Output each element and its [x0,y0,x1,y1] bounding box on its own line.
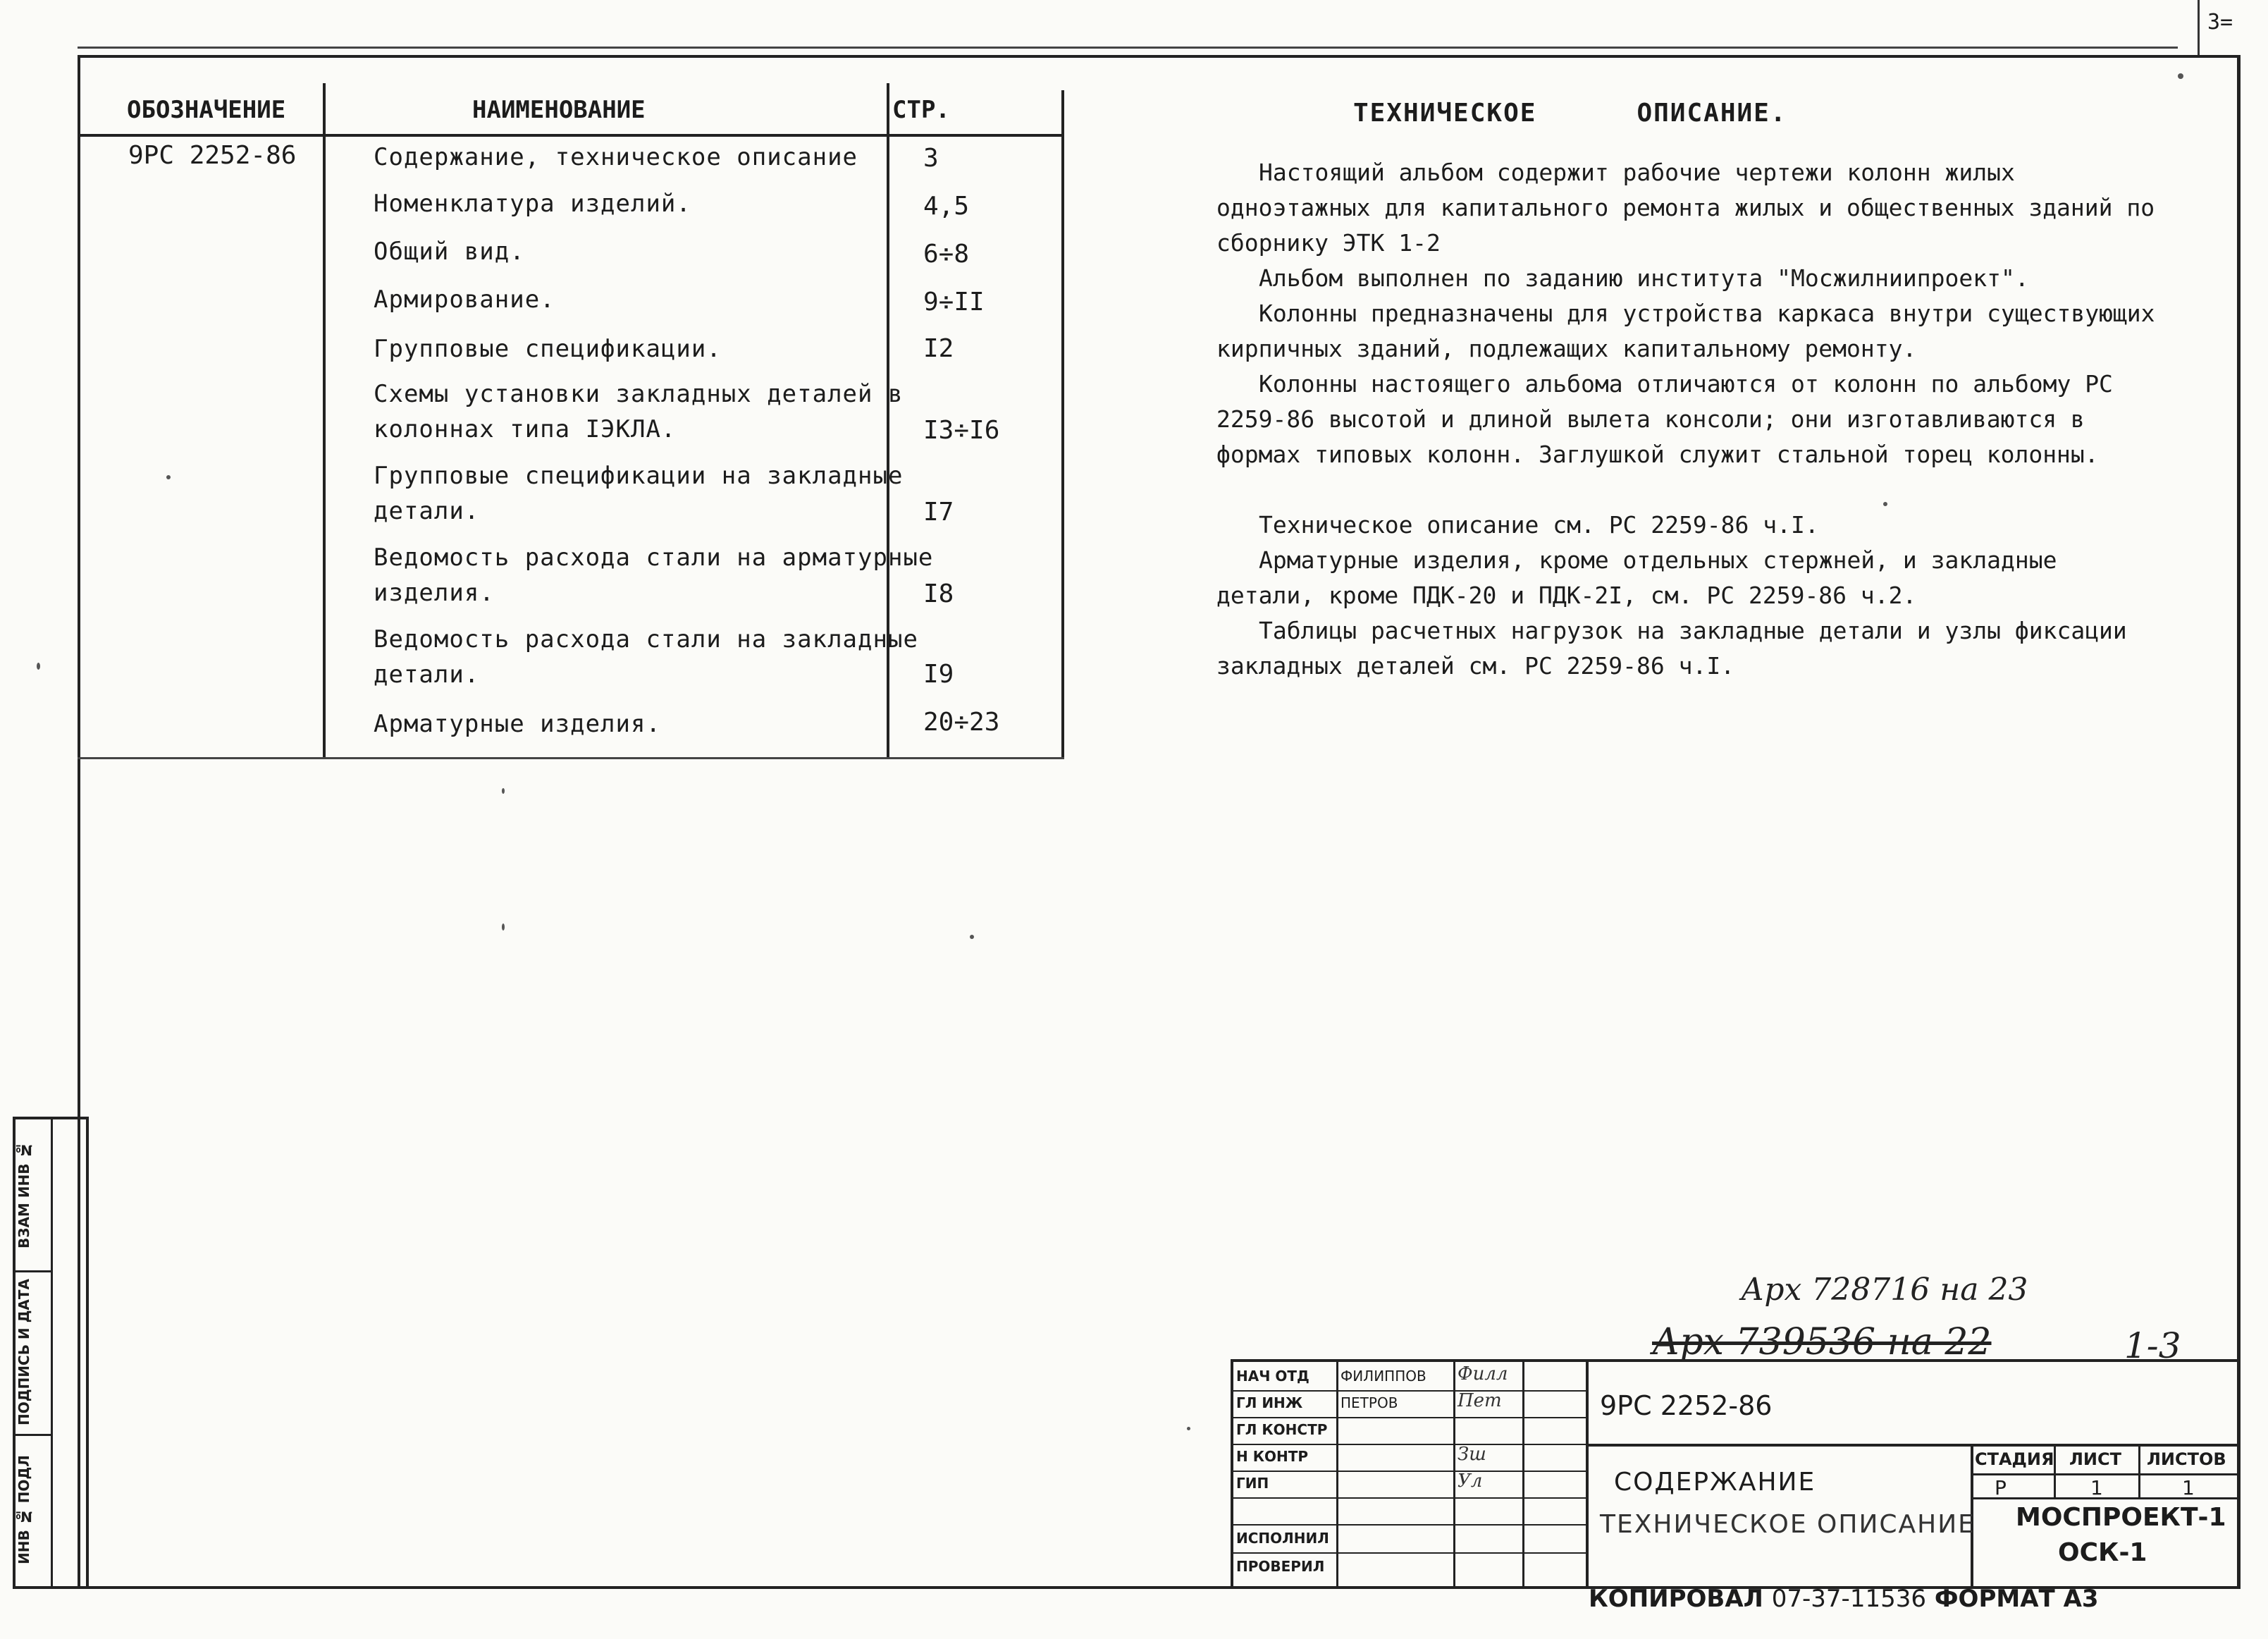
contents-item-name: Общий вид. [374,238,525,266]
contents-item-page: 3 [923,144,939,173]
title-block [1231,1359,2237,1586]
description-title: ТЕХНИЧЕСКОЕ ОПИСАНИЕ. [1353,99,1787,128]
tb-role: ИСПОЛНИЛ [1236,1530,1329,1547]
column-divider [1061,90,1064,759]
tb-sheet-header: ЛИСТ [2069,1449,2122,1469]
contents-item-page: 4,5 [923,192,970,221]
tb-line [1233,1524,1586,1526]
scan-speck [37,663,40,670]
scan-speck [166,475,171,479]
tb-role: ГИП [1236,1475,1269,1492]
tb-role: ПРОВЕРИЛ [1236,1558,1325,1575]
contents-item-name: Арматурные изделия. [374,710,661,738]
column-divider [323,83,326,759]
tb-stage-header: СТАДИЯ [1975,1449,2054,1469]
scan-speck [970,935,974,939]
archive-note: Арх 728716 на 23 [1741,1272,2028,1308]
tb-line [1233,1552,1586,1554]
doc-code: 9РС 2252-86 [128,141,297,170]
tb-organization: МОСПРОЕКТ-1 [2016,1503,2226,1532]
contents-item-page: 6÷8 [923,240,970,269]
tb-line [2138,1444,2140,1499]
tb-person: ПЕТРОВ [1341,1394,1398,1411]
side-stamp-label: ПОДПИСЬ И ДАТА [16,1278,32,1426]
tb-line [1233,1471,1586,1472]
tb-stage: Р [1995,1476,2007,1499]
description-paragraph: Колонны настоящего альбома отличаются от колонн по альбому РС 2259-86 высотой и длиной вылета консоли; они изготавливаются в формах типовых колонн. Заглушкой служит стальной торец колонны. [1216,370,2113,468]
header-page: СТР. [892,96,950,124]
contents-item-page: I9 [923,660,954,689]
side-stamp-divider [51,1119,53,1586]
tb-sheet: 1 [2090,1476,2103,1499]
tb-sheets-header: ЛИСТОВ [2147,1449,2226,1469]
tb-line [1233,1497,1586,1499]
tb-sheet-title: СОДЕРЖАНИЕ [1614,1468,1816,1497]
scan-speck [502,923,505,931]
description-paragraph: Настоящий альбом содержит рабочие чертежи колонн жилых одноэтажных для капитального ремонта жилых и общественных зданий по сборнику ЭТК 1-2 [1216,159,2155,257]
contents-item-page: I2 [923,334,954,363]
contents-item-name: Групповые спецификации на закладные детали. [374,462,904,525]
tb-line [1586,1362,1589,1586]
corner-rule [2198,0,2200,56]
tb-line [1233,1417,1586,1418]
tb-line [1233,1444,1586,1445]
archive-note-struck: Арх 739536 на 22 [1652,1321,1992,1363]
corner-label: З= [2207,10,2233,35]
header-code: ОБОЗНАЧЕНИЕ [127,96,286,124]
tb-role: ГЛ КОНСТР [1236,1421,1328,1438]
contents-item-page: I8 [923,579,954,608]
tb-role: Н КОНТР [1236,1448,1309,1465]
description-body [1216,155,2161,684]
contents-item-name: Номенклатура изделий. [374,190,691,218]
copied-label: КОПИРОВАЛ [1589,1585,1763,1613]
contents-table [78,55,1064,759]
tb-organization-code: ОСК-1 [2058,1538,2147,1567]
contents-item-name: Ведомость расхода стали на закладные детали. [374,625,918,689]
contents-item-name: Ведомость расхода стали на арматурные изделия. [374,544,934,607]
side-stamp [13,1117,89,1589]
tb-line [1233,1390,1586,1392]
scan-speck [502,788,505,794]
contents-item-page: 20÷23 [923,708,1000,737]
tb-signature: Ул [1457,1471,1483,1492]
tb-person: ФИЛИППОВ [1341,1368,1426,1385]
header-name: НАИМЕНОВАНИЕ [472,96,646,124]
contents-item-page: I7 [923,498,954,527]
contents-item-name: Армирование. [374,286,555,314]
description-paragraph: Арматурные изделия, кроме отдельных стержней, и закладные детали, кроме ПДК-20 и ПДК-2I, см. РС 2259-86 ч.2. [1216,546,2057,609]
contents-item-page: I3÷I6 [923,416,1000,445]
header-rule [78,134,1064,137]
tb-sheets: 1 [2182,1476,2195,1499]
description-paragraph: Колонны предназначены для устройства каркаса внутри существующих кирпичных зданий, подлежащих капитальному ремонту. [1216,300,2155,362]
table-bottom-rule [78,757,1064,759]
top-rule [78,47,2178,49]
tb-signature: Зш [1457,1444,1486,1465]
copy-number: 07-37-11536 [1771,1585,1926,1613]
copy-line [1589,1585,2099,1613]
format-value: А3 [2063,1585,2099,1613]
format-label: ФОРМАТ [1934,1585,2055,1613]
contents-item-name: Содержание, техническое описание [374,143,858,171]
archive-sheet-mark: 1-3 [2124,1325,2181,1366]
tb-role: НАЧ ОТД [1236,1368,1309,1385]
tb-signature: Филл [1457,1363,1508,1385]
tb-doc-code: 9РС 2252-86 [1600,1390,1773,1421]
paragraph-gap [1216,472,2161,508]
contents-item-page: 9÷II [923,288,985,317]
side-stamp-label: ИНВ № ПОДЛ [16,1455,32,1565]
contents-item-name: Схемы установки закладных деталей в колоннах типа IЭКЛА. [374,380,904,443]
tb-line [1971,1497,2237,1499]
scan-speck [1187,1427,1190,1430]
tb-signature: Пет [1457,1390,1502,1411]
side-stamp-label: ВЗАМ ИНВ № [16,1141,32,1248]
tb-sheet-subtitle: ТЕХНИЧЕСКОЕ ОПИСАНИЕ [1600,1510,1976,1539]
tb-role: ГЛ ИНЖ [1236,1394,1303,1411]
scan-speck [2178,73,2183,79]
description-paragraph: Техническое описание см. РС 2259-86 ч.I. [1259,511,1819,539]
description-paragraph: Таблицы расчетных нагрузок на закладные детали и узлы фиксации закладных деталей см. РС 2259-86 ч.I. [1216,617,2127,680]
description-paragraph: Альбом выполнен по заданию института "Мосжилниипроект". [1259,264,2029,292]
tb-line [1971,1473,2237,1475]
contents-item-name: Групповые спецификации. [374,335,722,363]
scan-speck [1883,502,1887,506]
